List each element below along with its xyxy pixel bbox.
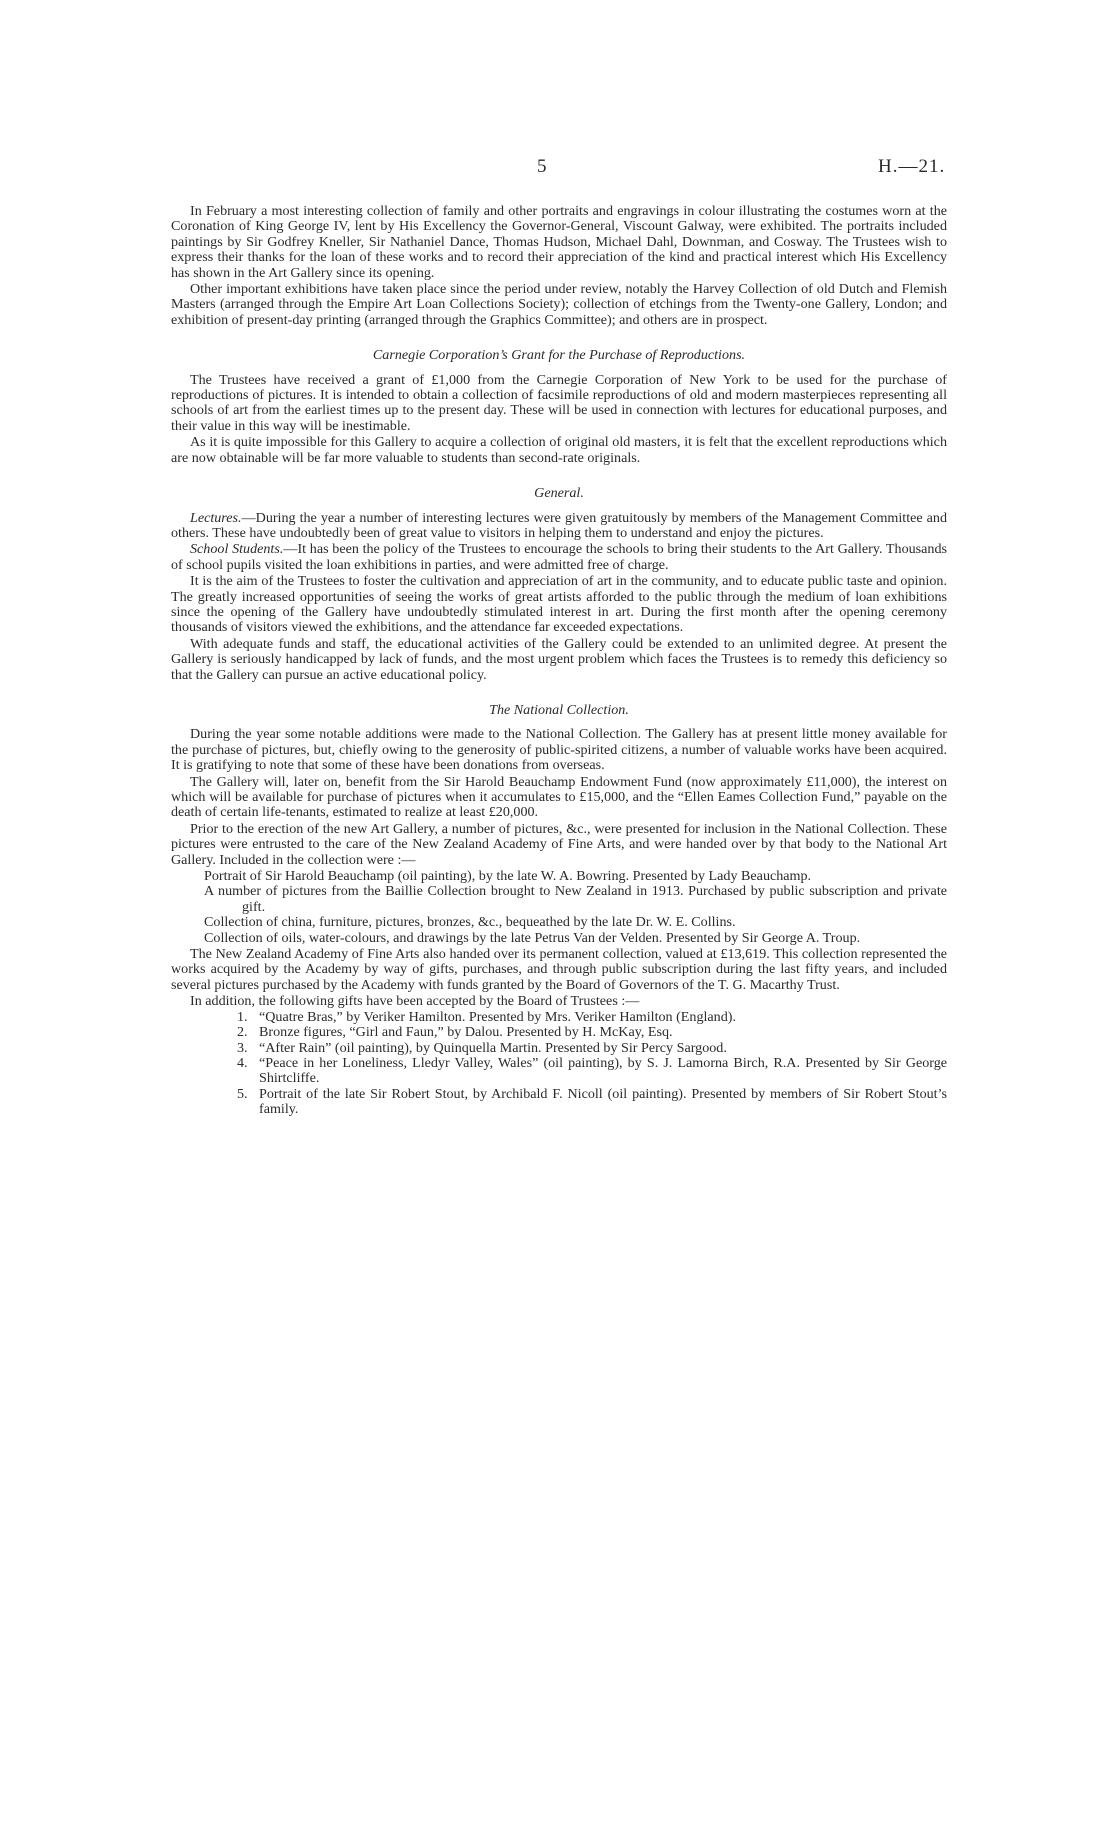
intro-paragraph-1: In February a most interesting collection of family and other portraits and engravings in colour illustrating the costumes worn at the Coronation of King George IV, lent by His Excellency the Governor-General, Viscount Galway, were exhibited. The portraits included paintings by Sir Godfrey Kneller, Sir Nathaniel Dance, Thomas Hudson, Michael Dahl, Downman, and Cosway. The Trustees wish to express their thanks for the loan of these works and to record their appreciation of the kind and practical interest which His Excellency has shown in the Art Gallery since its opening.	[171, 203, 947, 281]
collection-item: Portrait of Sir Harold Beauchamp (oil painting), by the late W. A. Bowring. Presented by Lady Beauchamp.	[204, 868, 812, 885]
section-heading-national-collection: The National Collection.	[489, 701, 629, 718]
gift-number: 5.	[237, 1085, 248, 1102]
gift-item	[204, 1087, 947, 1118]
school-students-paragraph	[171, 542, 947, 573]
carnegie-paragraph-2: As it is quite impossible for this Gallery to acquire a collection of original old masters, it is felt that the excellent reproductions which are now obtainable will be far more valuable to students than second-rate originals.	[171, 434, 947, 466]
gift-item	[204, 1056, 947, 1087]
gift-item	[204, 1041, 947, 1056]
school-students-text: —It has been the policy of the Trustees to encourage the schools to bring their students to the Art Gallery. Thousands of school pupils visited the loan exhibitions in parties, and were admitted free of charge.	[171, 541, 947, 573]
page-number: 5	[537, 156, 547, 177]
section-heading-carnegie: Carnegie Corporation’s Grant for the Purchase of Reproductions.	[372, 347, 746, 364]
national-paragraph-1: During the year some notable additions were made to the National Collection. The Gallery has at present little money available for the purchase of pictures, but, chiefly owing to the generosity of public-spirited citizens, a number of valuable works have been acquired. It is gratifying to note that some of these have been donations from overseas.	[171, 726, 947, 774]
section-heading-general: General.	[534, 485, 584, 502]
national-paragraph-5: In addition, the following gifts have been accepted by the Board of Trustees :—	[190, 993, 640, 1010]
collection-item: Collection of oils, water-colours, and drawings by the late Petrus Van der Velden. Presented by Sir George A. Troup.	[204, 929, 861, 946]
lectures-text: —During the year a number of interesting lectures were given gratuitously by members of the Management Committee and others. These have undoubtedly been of great value to visitors in helping them to understand and enjoy the pictures.	[171, 509, 947, 541]
collection-item: Collection of china, furniture, pictures, bronzes, &c., bequeathed by the late Dr. W. E. Collins.	[204, 914, 736, 931]
general-paragraph-3: It is the aim of the Trustees to foster the cultivation and appreciation of art in the community, and to educate public taste and opinion. The greatly increased opportunities of seeing the works of great artists afforded to the public through the medium of loan exhibitions since the opening of the Gallery have undoubtedly stimulated interest in art. During the first month after the opening ceremony thousands of visitors viewed the exhibitions, and the attendance far exceeded expectations.	[171, 573, 947, 636]
gift-number: 2.	[237, 1024, 248, 1041]
gift-text: “After Rain” (oil painting), by Quinquella Martin. Presented by Sir Percy Sargood.	[259, 1039, 727, 1056]
gift-text: Bronze figures, “Girl and Faun,” by Dalou. Presented by H. McKay, Esq.	[259, 1024, 673, 1041]
document-body	[171, 204, 947, 1118]
gift-item	[204, 1025, 947, 1040]
general-paragraph-4: With adequate funds and staff, the educational activities of the Gallery could be extended to an unlimited degree. At present the Gallery is seriously handicapped by lack of funds, and the most urgent problem which faces the Trustees is to remedy this deficiency so that the Gallery can pursue an active educational policy.	[171, 635, 947, 683]
gifts-list	[171, 1010, 947, 1118]
gift-text: Portrait of the late Sir Robert Stout, by Archibald F. Nicoll (oil painting). Presented by members of Sir Robert Stout’s family.	[259, 1085, 947, 1118]
gift-text: “Peace in her Loneliness, Lledyr Valley, Wales” (oil painting), by S. J. Lamorna Birch, R.A. Presented by Sir George Shirtcliffe.	[259, 1054, 947, 1087]
national-paragraph-4: The New Zealand Academy of Fine Arts also handed over its permanent collection, valued at £13,619. This collection represented the works acquired by the Academy by way of gifts, purchases, and through public subscription during the last fifty years, and included several pictures purchased by the Academy with funds granted by the Board of Governors of the T. G. Macarthy Trust.	[171, 946, 947, 993]
lectures-paragraph	[171, 511, 947, 542]
intro-paragraph-2: Other important exhibitions have taken place since the period under review, notably the Harvey Collection of old Dutch and Flemish Masters (arranged through the Empire Art Loan Collections Society); collection of etchings from the Twenty-one Gallery, London; and exhibition of present-day printing (arranged through the Graphics Committee); and others are in prospect.	[171, 281, 947, 328]
gift-number: 4.	[237, 1054, 248, 1071]
gift-text: “Quatre Bras,” by Veriker Hamilton. Presented by Mrs. Veriker Hamilton (England).	[259, 1008, 736, 1025]
collection-item: A number of pictures from the Baillie Collection brought to New Zealand in 1913. Purchased by public subscription and private gift.	[204, 883, 947, 915]
lectures-label: Lectures.	[190, 509, 242, 526]
gift-item	[204, 1010, 947, 1025]
carnegie-paragraph-1: The Trustees have received a grant of £1,000 from the Carnegie Corporation of New York to be used for the purchase of reproductions of pictures. It is intended to obtain a collection of facsimile reproductions of old and modern masterpieces representing all schools of art from the earliest times up to the present day. These will be used in connection with lectures for educational purposes, and their value in this way will be inestimable.	[171, 371, 947, 434]
collection-items-list	[171, 869, 947, 946]
national-paragraph-2: The Gallery will, later on, benefit from the Sir Harold Beauchamp Endowment Fund (now approximately £11,000), the interest on which will be available for purchase of pictures when it accumulates to £15,000, and the “Ellen Eames Collection Fund,” payable on the death of certain life-tenants, estimated to realize at least £20,000.	[171, 773, 947, 821]
gift-number: 1.	[237, 1008, 248, 1025]
document-reference: H.—21.	[878, 156, 946, 177]
school-students-label: School Students.	[190, 541, 284, 558]
national-paragraph-3: Prior to the erection of the new Art Gallery, a number of pictures, &c., were presented for inclusion in the National Collection. These pictures were entrusted to the care of the New Zealand Academy of Fine Arts, and were handed over by that body to the National Art Gallery. Included in the collection were :—	[171, 820, 947, 868]
gift-number: 3.	[237, 1039, 248, 1056]
